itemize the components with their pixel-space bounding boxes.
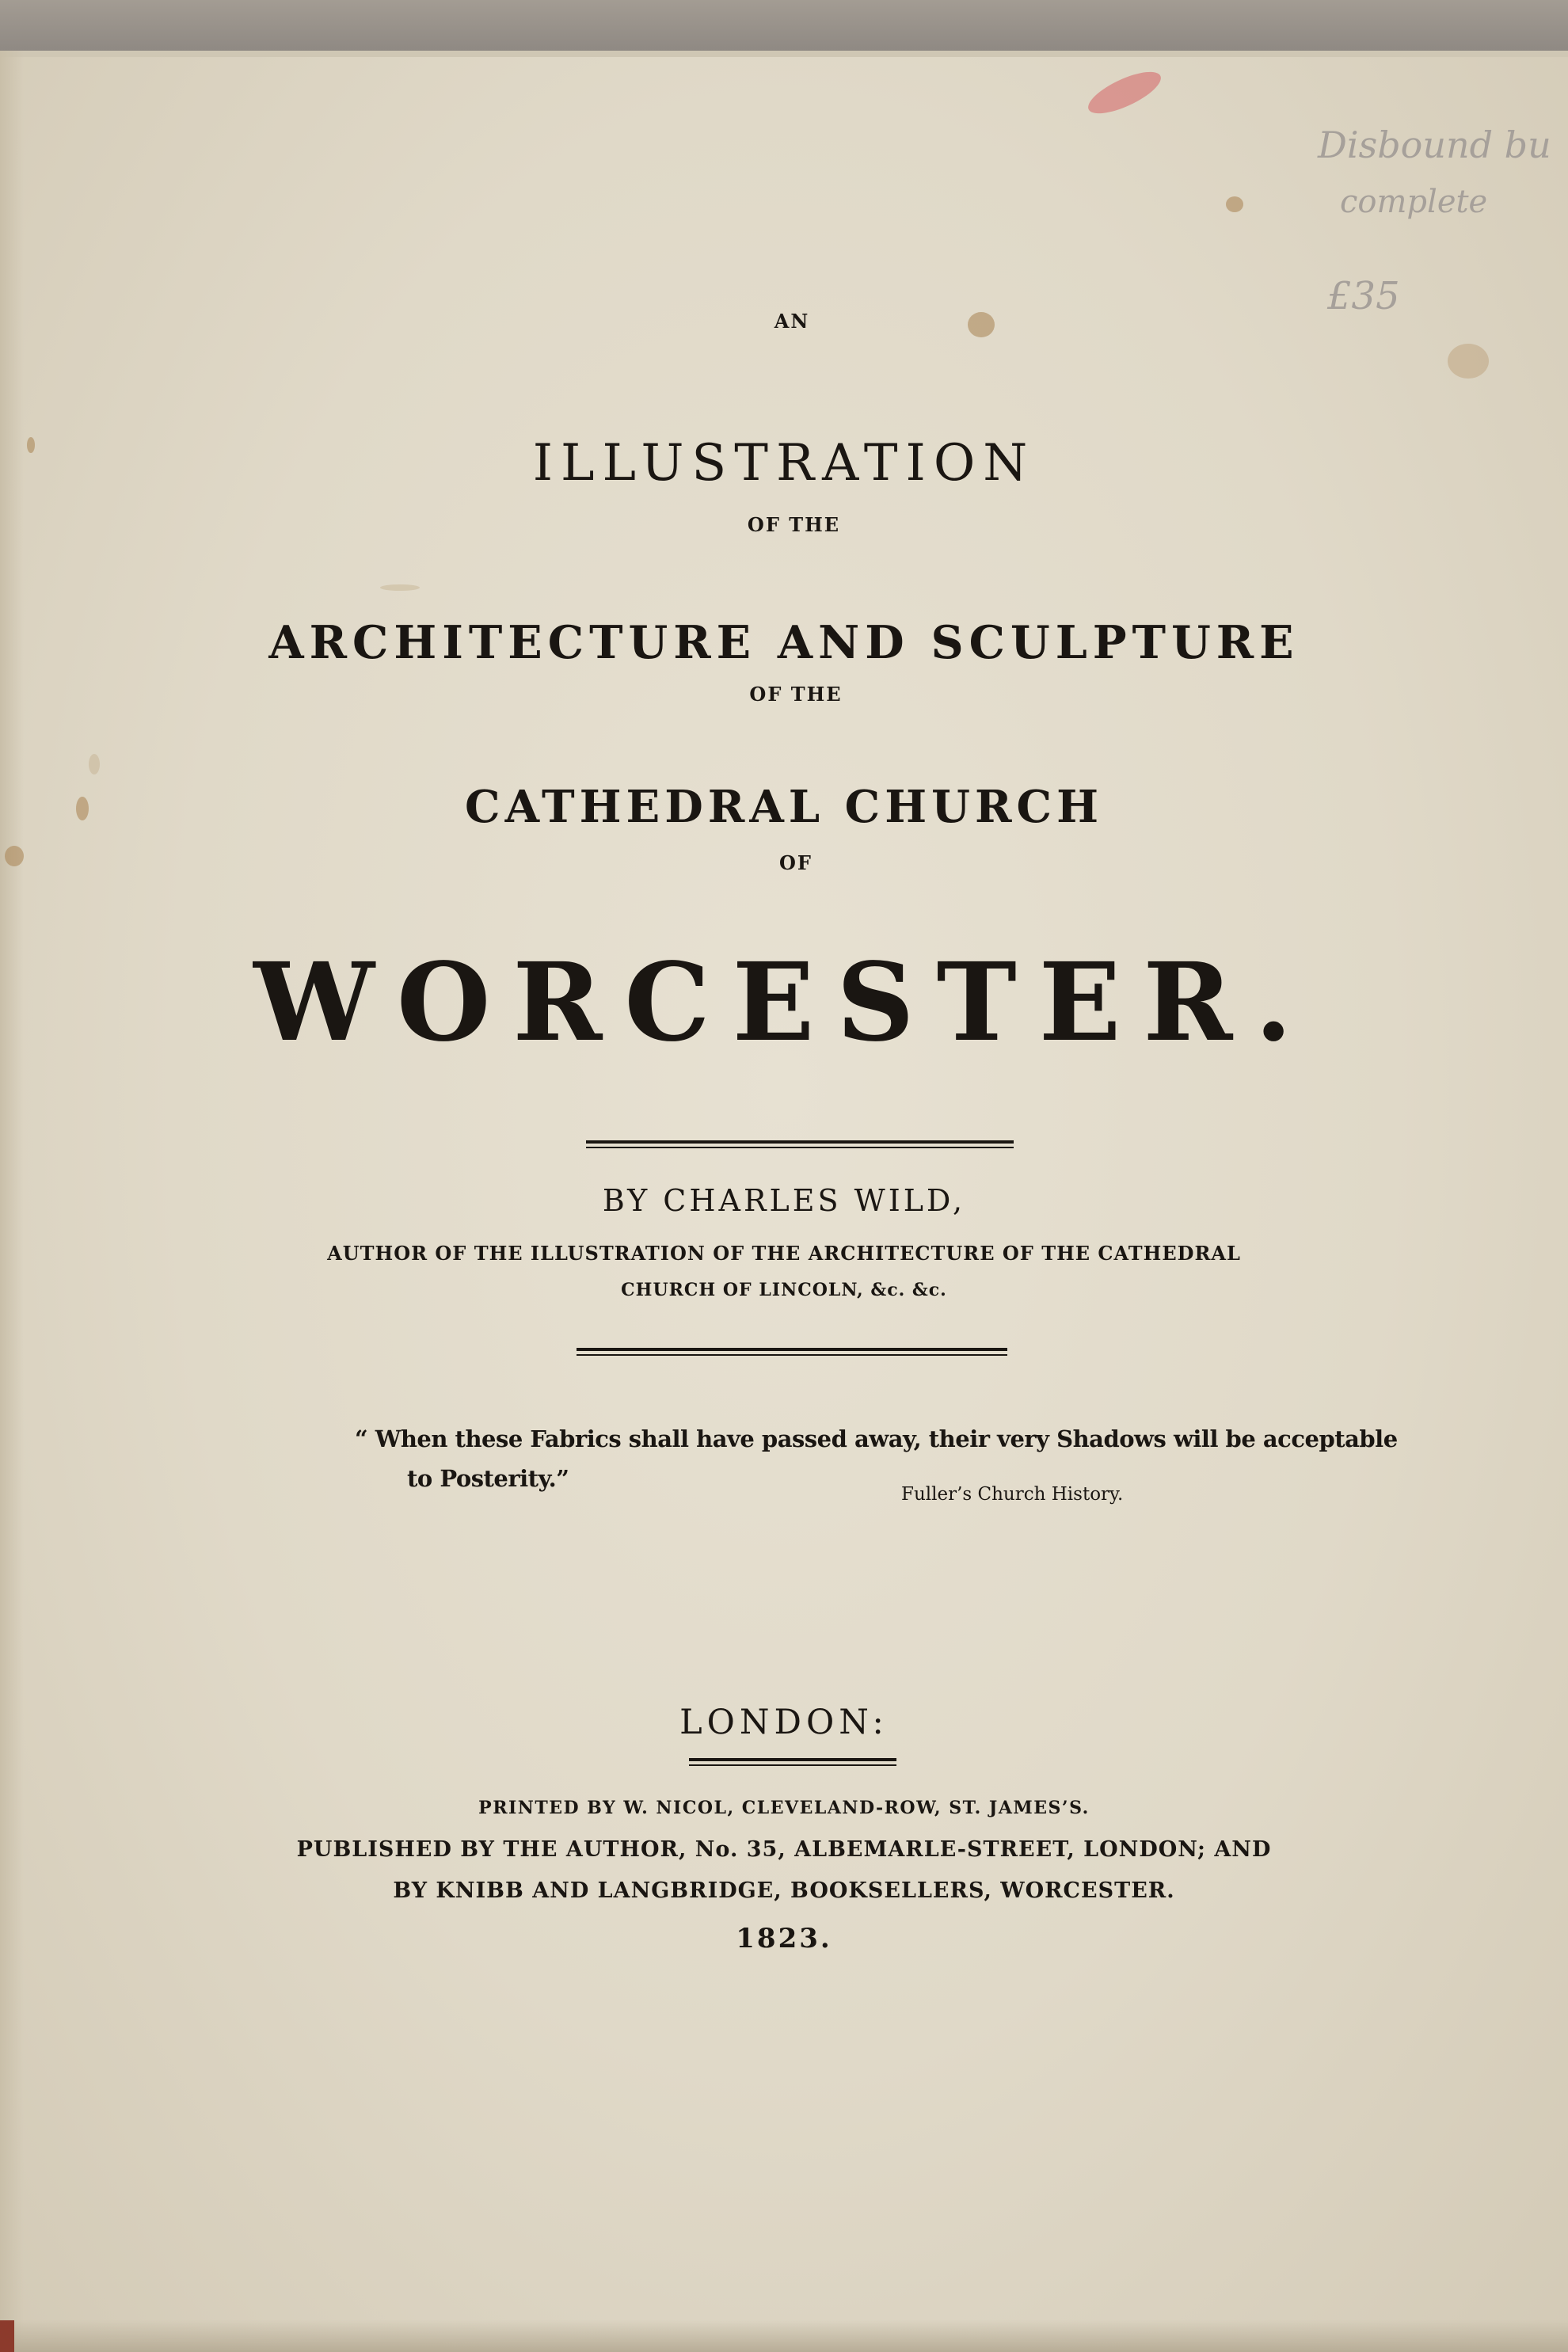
epigraph-line1: “ When these Fabrics shall have passed away, their very Shadows will be acceptable — [355, 1425, 1398, 1452]
foxing-spot — [1226, 196, 1243, 212]
double-rule-3 — [689, 1758, 896, 1766]
pencil-note-line2: complete — [1340, 184, 1488, 220]
red-ink-stain — [1083, 63, 1166, 121]
imprint-publisher-line2: BY KNIBB AND LANGBRIDGE, BOOKSELLERS, WORCESTER. — [393, 1878, 1175, 1903]
foxing-spot — [1448, 344, 1489, 379]
double-rule-1 — [586, 1140, 1014, 1148]
foxing-spot — [89, 754, 100, 774]
title-cathedral-church: CATHEDRAL CHURCH — [465, 781, 1103, 833]
double-rule-2 — [577, 1348, 1007, 1356]
background-surface — [0, 0, 1568, 51]
title-architecture-and-sculpture: ARCHITECTURE AND SCULPTURE — [268, 616, 1300, 669]
title-of-the-2: OF THE — [749, 683, 843, 706]
page-top-edge — [0, 51, 1568, 57]
imprint-year: 1823. — [736, 1923, 832, 1954]
author-credentials-line2: CHURCH OF LINCOLN, &c. &c. — [621, 1280, 947, 1300]
title-an: AN — [774, 310, 810, 333]
title-of: OF — [779, 851, 813, 874]
author-byline: BY CHARLES WILD, — [602, 1183, 966, 1218]
imprint-printer: PRINTED BY W. NICOL, CLEVELAND-ROW, ST. JAMES’S. — [478, 1798, 1090, 1818]
page-bottom-shadow — [0, 2320, 1568, 2352]
imprint-publisher-line1: PUBLISHED BY THE AUTHOR, No. 35, ALBEMARLE-STREET, LONDON; AND — [296, 1837, 1272, 1862]
pencil-note-line1: Disbound bu — [1318, 124, 1551, 166]
foxing-spot — [380, 584, 420, 591]
author-credentials-line1: AUTHOR OF THE ILLUSTRATION OF THE ARCHITECTURE OF THE CATHEDRAL — [327, 1242, 1241, 1265]
epigraph-line2: to Posterity.” — [407, 1465, 569, 1492]
imprint-city: LONDON: — [679, 1703, 889, 1742]
red-binding-corner — [0, 2320, 14, 2352]
epigraph-source: Fuller’s Church History. — [901, 1484, 1124, 1505]
title-worcester: WORCESTER. — [253, 939, 1315, 1066]
pencil-price: £35 — [1327, 274, 1400, 318]
title-illustration: ILLUSTRATION — [532, 434, 1036, 493]
title-of-the-1: OF THE — [747, 513, 841, 536]
